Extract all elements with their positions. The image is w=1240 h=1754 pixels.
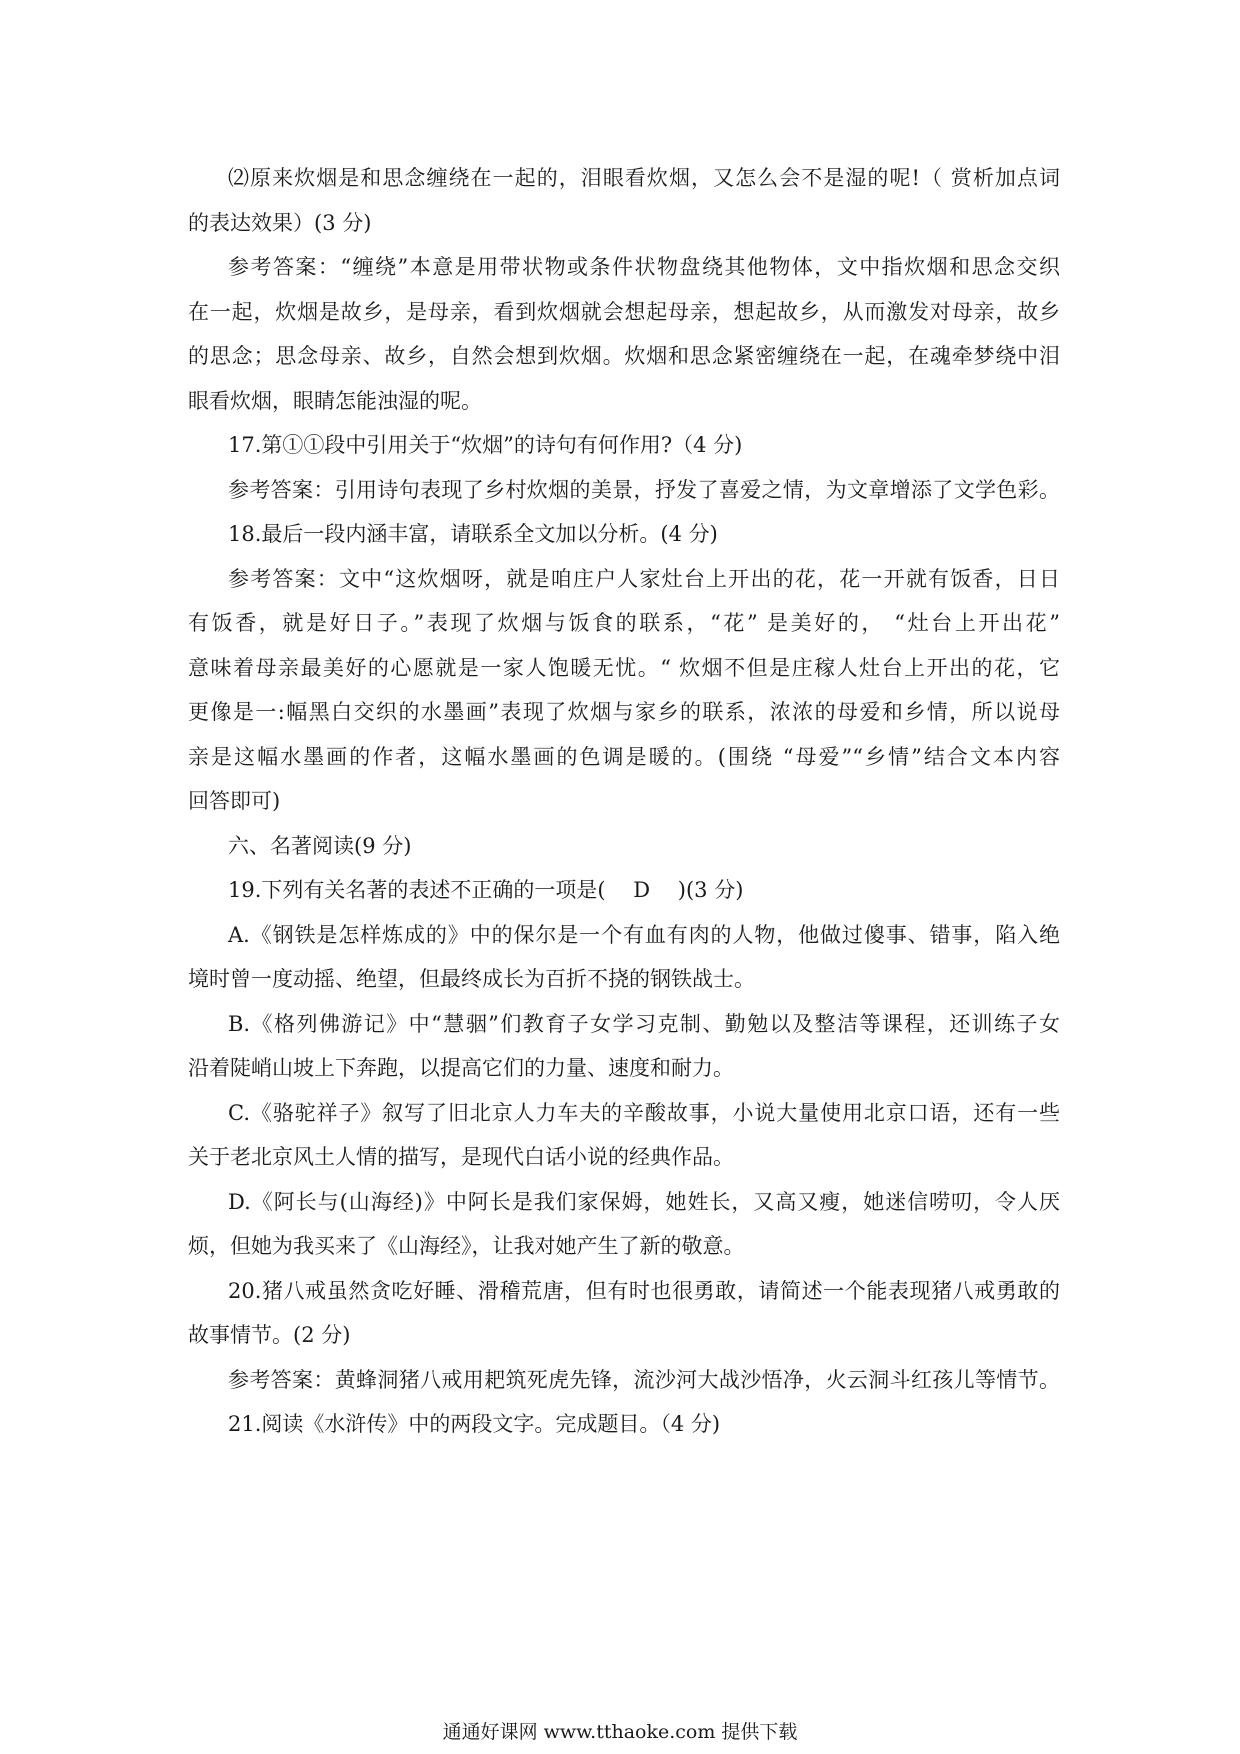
text-line: ⑵原来炊烟是和思念缠绕在一起的，泪眼看炊烟，又怎么会不是湿的呢!（ 赏析加点词 bbox=[228, 166, 1060, 190]
text-line: 亲是这幅水墨画的作者，这幅水墨画的色调是暖的。(围绕 “母爱”“乡情”结合文本内容 bbox=[188, 744, 1060, 769]
text-line: 境时曾一度动摇、绝望，但最终成长为百折不挠的钢铁战士。 bbox=[188, 967, 755, 991]
text-line: B.《格列佛游记》中“慧骃”们教育子女学习克制、勤勉以及整洁等课程，还训练子女 bbox=[228, 1011, 1060, 1036]
text-line: 沿着陡峭山坡上下奔跑，以提高它们的力量、速度和耐力。 bbox=[188, 1056, 734, 1080]
text-line: 20.猪八戒虽然贪吃好睡、滑稽荒唐，但有时也很勇敢，请简述一个能表现猪八戒勇敢的 bbox=[228, 1278, 1060, 1303]
text-line: 眼看炊烟，眼睛怎能浊湿的呢。 bbox=[188, 388, 482, 413]
page-footer: 通通好课网 www.tthaoke.com 提供下载 bbox=[442, 1721, 798, 1743]
text-line: 六、名著阅读(9 分) bbox=[228, 833, 412, 858]
text-line: D.《阿长与(山海经)》中阿长是我们家保姆，她姓长，又高又瘦，她迷信唠叨，令人厌 bbox=[228, 1189, 1060, 1214]
text-line: 21.阅读《水浒传》中的两段文字。完成题目。（4 分) bbox=[228, 1412, 721, 1436]
text-line: 故事情节。(2 分) bbox=[188, 1323, 351, 1347]
text-line: A.《钢铁是怎样炼成的》中的保尔是一个有血有肉的人物，他做过傻事、错事，陷入绝 bbox=[228, 922, 1060, 947]
text-line: 回答即可) bbox=[188, 789, 281, 813]
text-line: C.《骆驼祥子》叙写了旧北京人力车夫的辛酸故事，小说大量使用北京口语，还有一些 bbox=[228, 1100, 1060, 1125]
text-line: 的表达效果）(3 分) bbox=[188, 210, 372, 235]
text-line: 在一起，炊烟是故乡，是母亲，看到炊烟就会想起母亲，想起故乡，从而激发对母亲，故乡 bbox=[188, 299, 1060, 324]
text-line: 参考答案：黄蜂洞猪八戒用耙筑死虎先锋，流沙河大战沙悟净，火云洞斗红孩儿等情节。 bbox=[228, 1367, 1060, 1392]
text-line: 参考答案：引用诗句表现了乡村炊烟的美景，抒发了喜爱之情，为文章增添了文学色彩。 bbox=[228, 477, 1060, 502]
text-line: 17.第①①段中引用关于“炊烟”的诗句有何作用?（4 分) bbox=[228, 433, 743, 457]
text-line: 有饭香，就是好日子。”表现了炊烟与饭食的联系，“花” 是美好的， “灶台上开出花” bbox=[188, 611, 1060, 635]
text-line: 更像是一:幅黑白交织的水墨画”表现了炊烟与家乡的联系，浓浓的母爱和乡情，所以说母 bbox=[188, 700, 1060, 724]
text-line: 18.最后一段内涵丰富，请联系全文加以分析。(4 分) bbox=[228, 522, 718, 546]
text-line: 19.下列有关名著的表述不正确的一项是( D )(3 分) bbox=[228, 878, 744, 902]
document-body bbox=[188, 156, 1060, 1447]
text-line: 参考答案：“缠绕”本意是用带状物或条件状物盘绕其他物体，文中指炊烟和思念交织 bbox=[228, 255, 1060, 279]
text-line: 参考答案：文中“这炊烟呀，就是咱庄户人家灶台上开出的花，花一开就有饭香，日日 bbox=[228, 566, 1060, 591]
text-line: 关于老北京风土人情的描写，是现代白话小说的经典作品。 bbox=[188, 1145, 734, 1169]
text-line: 意味着母亲最美好的心愿就是一家人饱暖无忧。“ 炊烟不但是庄稼人灶台上开出的花，它 bbox=[188, 655, 1060, 680]
text-line: 的思念；思念母亲、故乡，自然会想到炊烟。炊烟和思念紧密缠绕在一起，在魂牵梦绕中泪 bbox=[188, 344, 1060, 368]
text-line: 烦，但她为我买来了《山海经》，让我对她产生了新的敬意。 bbox=[188, 1234, 745, 1258]
